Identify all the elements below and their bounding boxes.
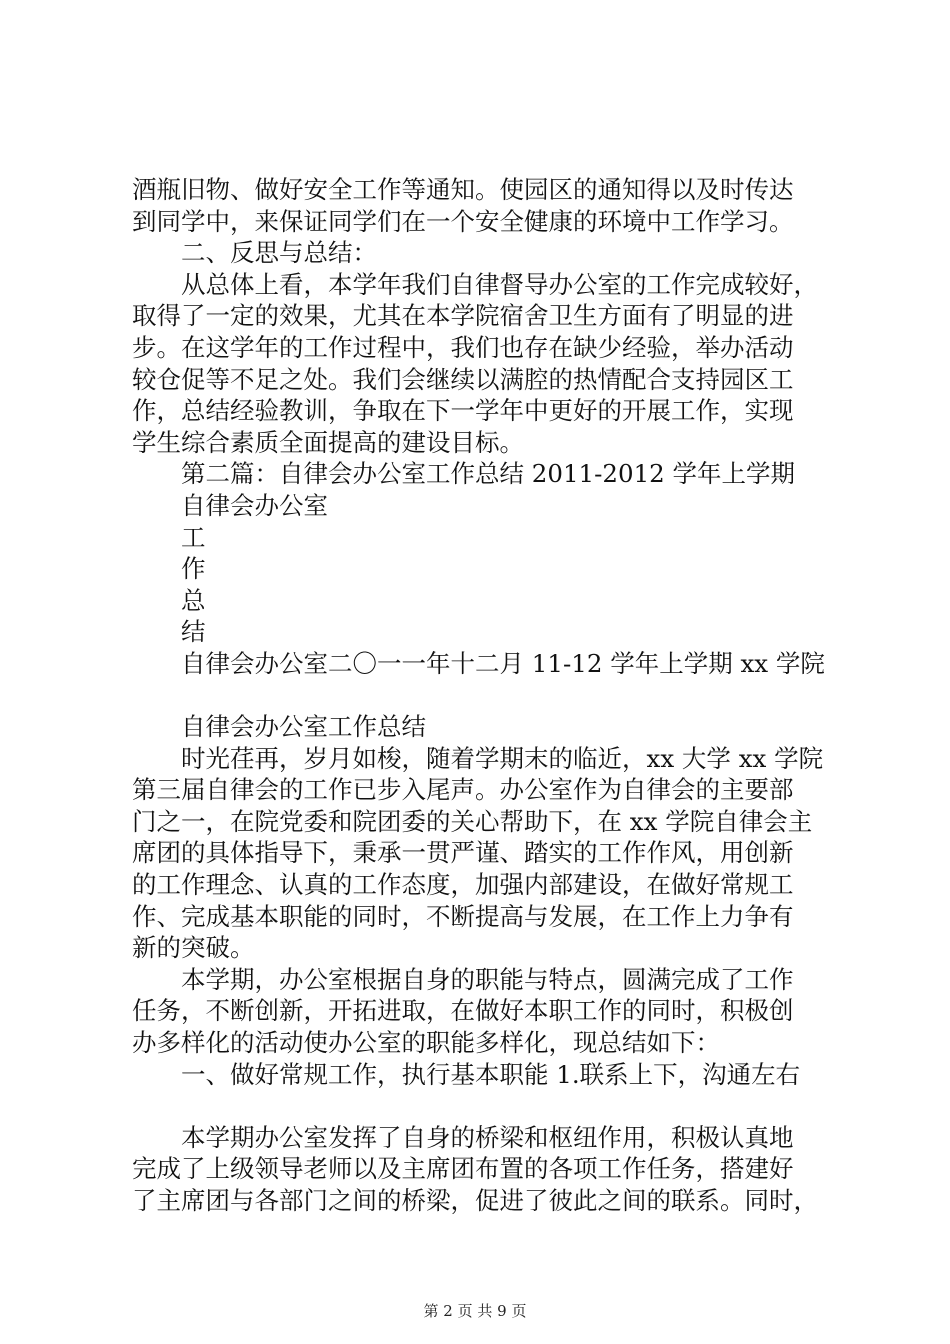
- text-line: 结: [181, 617, 206, 647]
- text-line: 自律会办公室二〇一一年十二月 11-12 学年上学期 xx 学院: [181, 648, 825, 678]
- text-line: 较仓促等不足之处。我们会继续以满腔的热情配合支持园区工: [132, 364, 794, 394]
- text-line: 酒瓶旧物、做好安全工作等通知。使园区的通知得以及时传达: [132, 175, 794, 204]
- blank-line: [132, 1090, 832, 1122]
- page-footer: [0, 1300, 950, 1321]
- text-line: 学生综合素质全面提高的建设目标。: [132, 427, 524, 457]
- text-line: 自律会办公室工作总结: [181, 712, 426, 742]
- text-line: 第三届自律会的工作已步入尾声。办公室作为自律会的主要部: [132, 775, 794, 805]
- text-line: 新的突破。: [132, 933, 255, 963]
- text-line: 席团的具体指导下，秉承一贯严谨、踏实的工作作风，用创新: [132, 838, 794, 868]
- text-line: 工: [181, 522, 206, 552]
- blank-line: [132, 680, 832, 712]
- text-line: 自律会办公室: [181, 490, 328, 520]
- page-number: 第 2 页 共 9 页: [423, 1302, 527, 1320]
- text-line: 从总体上看，本学年我们自律督导办公室的工作完成较好，: [181, 269, 818, 299]
- text-line: 办多样化的活动使办公室的职能多样化，现总结如下：: [132, 1028, 720, 1058]
- text-line: 完成了上级领导老师以及主席团布置的各项工作任务，搭建好: [132, 1154, 794, 1184]
- text-line: 作，总结经验教训，争取在下一学年中更好的开展工作，实现: [132, 396, 794, 426]
- chapter-title: 第二篇：自律会办公室工作总结 2011-2012 学年上学期: [181, 459, 796, 489]
- text-line: 任务，不断创新，开拓进取，在做好本职工作的同时，积极创: [132, 996, 794, 1026]
- text-line: 作、完成基本职能的同时，不断提高与发展，在工作上力争有: [132, 901, 794, 931]
- text-line: 的工作理念、认真的工作态度，加强内部建设，在做好常规工: [132, 870, 794, 900]
- text-line: 总: [181, 585, 206, 615]
- text-line: 门之一，在院党委和院团委的关心帮助下，在 xx 学院自律会主: [132, 806, 813, 836]
- text-line: 本学期办公室发挥了自身的桥梁和枢纽作用，积极认真地: [181, 1122, 794, 1152]
- document-body: [132, 174, 832, 1217]
- text-line: 步。在这学年的工作过程中，我们也存在缺少经验，举办活动: [132, 332, 794, 362]
- section-heading: 二、反思与总结：: [181, 238, 377, 268]
- text-line: 作: [181, 554, 206, 584]
- text-line: 时光荏再，岁月如梭，随着学期末的临近，xx 大学 xx 学院: [181, 743, 824, 773]
- text-line: 取得了一定的效果，尤其在本学院宿舍卫生方面有了明显的进: [132, 301, 794, 331]
- text-line: 到同学中，来保证同学们在一个安全健康的环境中工作学习。: [132, 206, 794, 236]
- text-line: 了主席团与各部门之间的桥梁，促进了彼此之间的联系。同时，: [132, 1186, 818, 1215]
- text-line: 本学期，办公室根据自身的职能与特点，圆满完成了工作: [181, 964, 794, 994]
- section-heading: 一、做好常规工作，执行基本职能 1.联系上下，沟通左右: [181, 1059, 801, 1089]
